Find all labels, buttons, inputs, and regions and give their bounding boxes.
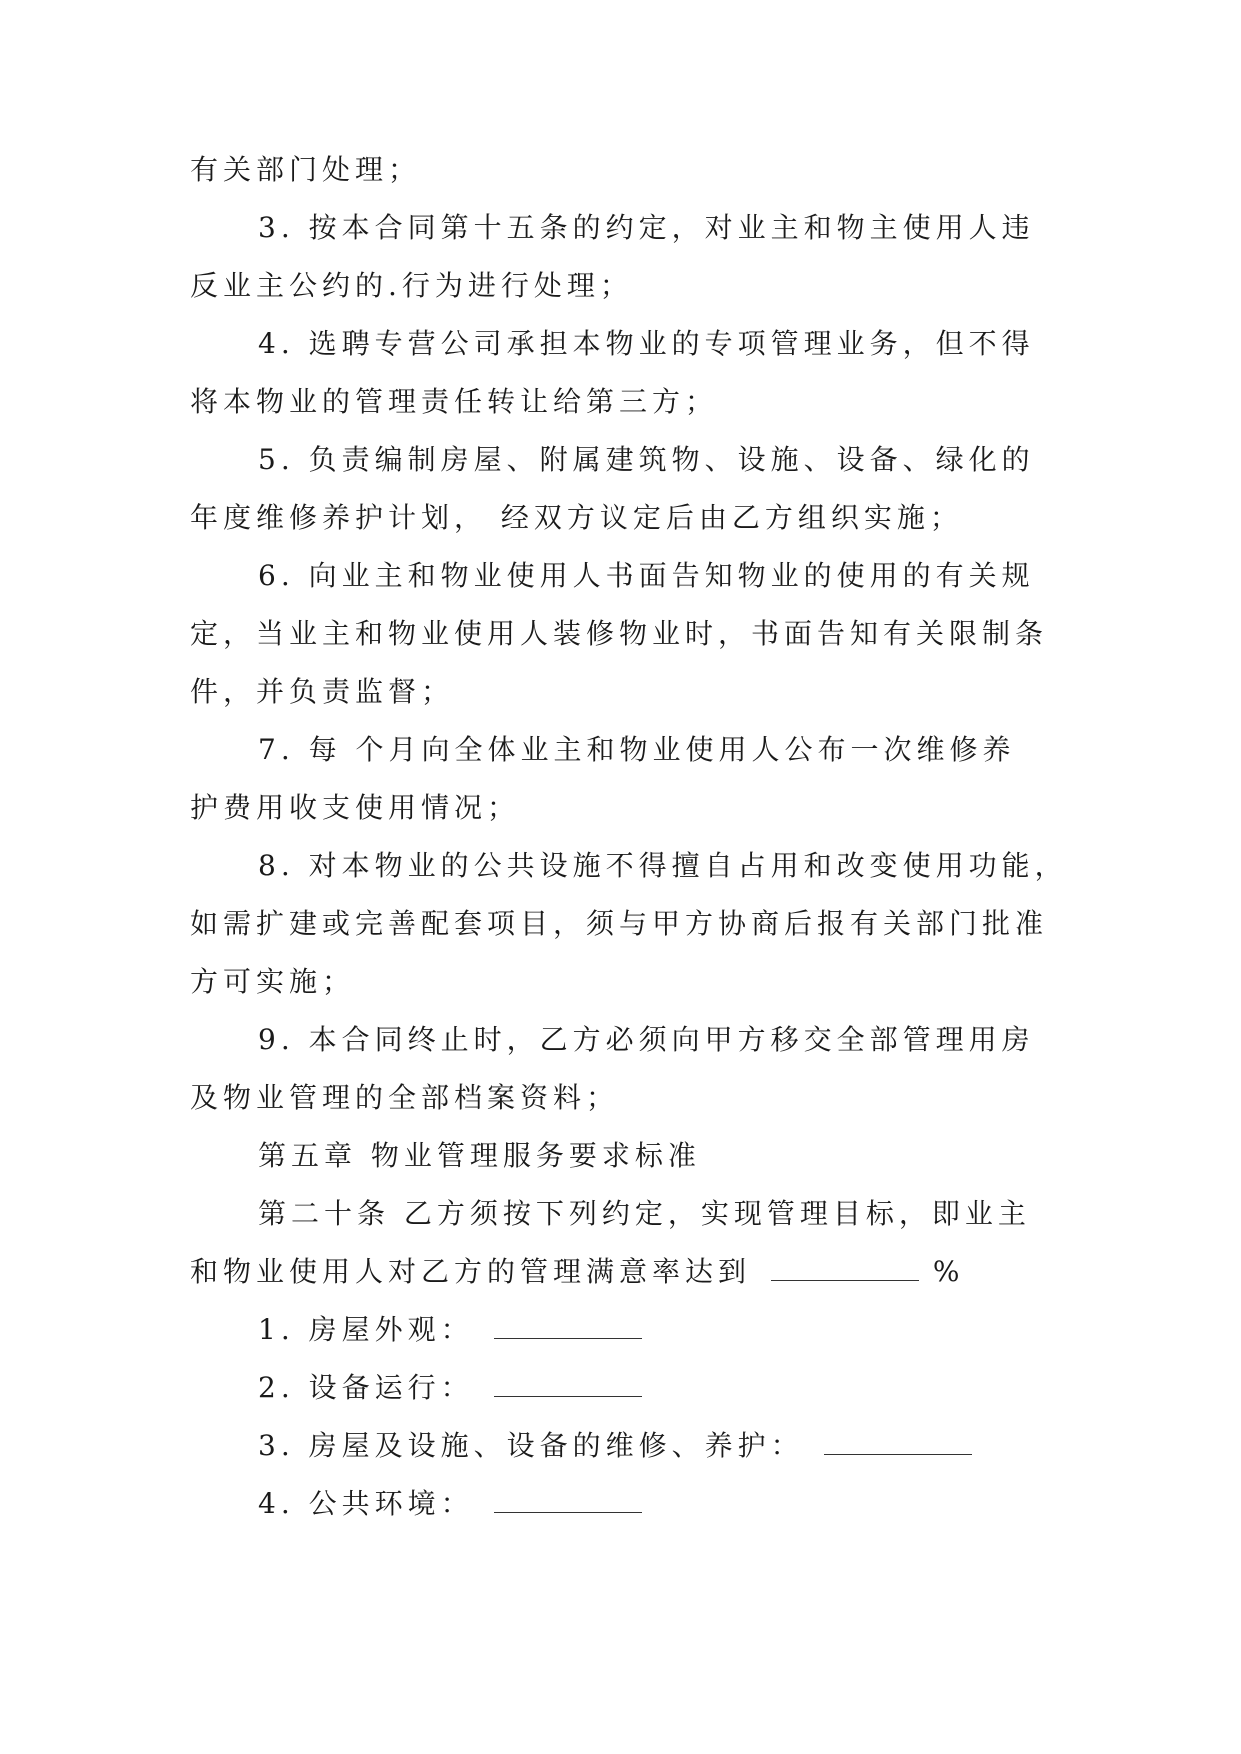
article-line: 第二十条 乙方须按下列约定，实现管理目标，即业主 xyxy=(258,1197,1031,1230)
text-line: 定，当业主和物业使用人装修物业时，书面告知有关限制条 xyxy=(190,617,1049,650)
text-line: 5. 负责编制房屋、附属建筑物、设施、设备、绿化的 xyxy=(258,443,1035,476)
standard-item-label: 2. 设备运行： xyxy=(258,1371,474,1404)
text-line: 3. 按本合同第十五条的约定，对业主和物主使用人违 xyxy=(258,211,1035,244)
fill-in-blank xyxy=(494,1372,642,1397)
text-line: 有关部门处理； xyxy=(190,153,422,186)
text-line: 如需扩建或完善配套项目，须与甲方协商后报有关部门批准 xyxy=(190,907,1049,940)
fill-in-blank xyxy=(494,1314,642,1339)
satisfaction-rate-line xyxy=(190,1252,964,1292)
standard-item-line xyxy=(258,1368,642,1408)
standard-item-line xyxy=(258,1426,972,1466)
standard-item-line xyxy=(258,1310,642,1350)
text-line: 8. 对本物业的公共设施不得擅自占用和改变使用功能， xyxy=(258,849,1068,882)
standard-item-label: 1. 房屋外观： xyxy=(258,1313,474,1346)
standard-item-label: 4. 公共环境： xyxy=(258,1487,474,1520)
text-line: 年度维修养护计划， 经双方议定后由乙方组织实施； xyxy=(190,501,963,534)
satisfaction-rate-label: 和物业使用人对乙方的管理满意率达到 xyxy=(190,1255,752,1288)
text-line: 6. 向业主和物业使用人书面告知物业的使用的有关规 xyxy=(258,559,1035,592)
standard-item-label: 3. 房屋及设施、设备的维修、养护： xyxy=(258,1429,804,1462)
text-line: 9. 本合同终止时，乙方必须向甲方移交全部管理用房 xyxy=(258,1023,1035,1056)
fill-in-blank xyxy=(494,1488,642,1513)
text-line: 件，并负责监督； xyxy=(190,675,455,708)
text-line: 反业主公约的.行为进行处理； xyxy=(190,269,633,302)
text-line: 及物业管理的全部档案资料； xyxy=(190,1081,620,1114)
percent-sign: % xyxy=(932,1255,965,1288)
text-line: 将本物业的管理责任转让给第三方； xyxy=(190,385,719,418)
text-line: 4. 选聘专营公司承担本物业的专项管理业务，但不得 xyxy=(258,327,1035,360)
satisfaction-rate-blank xyxy=(771,1256,919,1281)
fill-in-blank xyxy=(824,1430,972,1455)
text-line: 方可实施； xyxy=(190,965,356,998)
text-line: 护费用收支使用情况； xyxy=(190,791,521,824)
text-line: 7. 每 个月向全体业主和物业使用人公布一次维修养 xyxy=(258,733,1016,766)
chapter-heading: 第五章 物业管理服务要求标准 xyxy=(258,1139,701,1172)
standard-item-line xyxy=(258,1484,642,1524)
